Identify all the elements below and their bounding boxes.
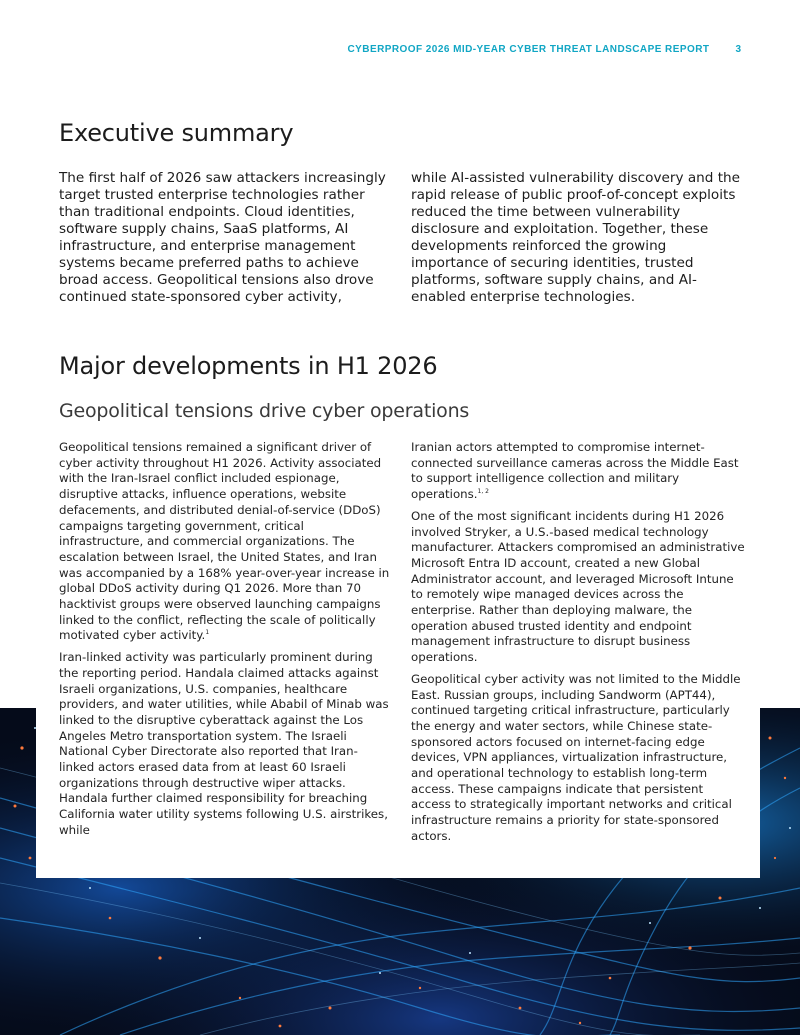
footnote-ref: 1, 2 bbox=[477, 488, 489, 496]
executive-summary-right-column bbox=[411, 170, 743, 306]
major-developments-heading: Major developments in H1 2026 bbox=[59, 352, 438, 380]
body-paragraph: Geopolitical cyber activity was not limited to the Middle East. Russian groups, including Sandworm (APT44), continued targeting critical infrastructure, particularly the energy and water sectors, while Chinese state-sponsored actors focused on internet-facing edge devices, VPN appliances, virtualization infrastructure, and operational technology to establish long-term access. These campaigns indicate that persistent access to strategically important networks and critical infrastructure remains a priority for state-sponsored actors. bbox=[411, 671, 741, 843]
body-paragraph: Iran-linked activity was particularly prominent during the reporting period. Handala claimed attacks against Israeli organizations, U.S. companies, healthcare providers, and water utilities, while Ababil of Minab was linked to the disruptive cyberattack against the Los Angeles Metro transportation system. The Israeli National Cyber Directorate also reported that Iran-linked actors erased data from at least 60 Israeli organizations through destructive wiper attacks. Handala further claimed responsibility for breaching California water utility systems following U.S. airstrikes, while bbox=[59, 650, 389, 837]
report-title: CYBERPROOF 2026 MID-YEAR CYBER THREAT LANDSCAPE REPORT bbox=[347, 44, 710, 55]
body-right-column bbox=[411, 440, 745, 851]
executive-summary-heading: Executive summary bbox=[59, 119, 294, 147]
body-left-column bbox=[59, 440, 391, 845]
body-paragraph: Iranian actors attempted to compromise internet-connected surveillance cameras across the Middle East to support intelligence collection and military operations.$^{1, 2}$ bbox=[411, 440, 739, 502]
footnote-ref: 1 bbox=[205, 629, 210, 637]
body-paragraph: One of the most significant incidents during H1 2026 involved Stryker, a U.S.-based medical technology manufacturer. Attackers compromised an administrative Microsoft Entra ID account, created a new Global Administrator account, and leveraged Microsoft Intune to remotely wipe managed devices across the enterprise. Rather than deploying malware, the operation abused trusted identity and endpoint management infrastructure to disrupt business operations. bbox=[411, 508, 745, 665]
page-number: 3 bbox=[735, 44, 741, 55]
executive-summary-paragraph-left: The first half of 2026 saw attackers increasingly target trusted enterprise technologies rather than traditional endpoints. Cloud identities, software supply chains, SaaS platforms, AI infrastructure, and enterprise management systems became preferred paths to achieve broad access. Geopolitical tensions also drove continued state-sponsored cyber activity, bbox=[59, 170, 386, 305]
executive-summary-left-column bbox=[59, 170, 391, 306]
body-paragraph: Geopolitical tensions remained a significant driver of cyber activity throughout H1 2026. Activity associated with the Iran-Israel conflict included espionage, disruptive attacks, influence operations, website defacements, and distributed denial-of-service (DDoS) campaigns targeting government, critical infrastructure, and commercial organizations. The escalation between Israel, the United States, and Iran was accompanied by a 168% year-over-year increase in global DDoS activity during Q1 2026. More than 70 hacktivist groups were observed launching campaigns linked to the conflict, reflecting the scale of politically motivated cyber activity.$^1$ bbox=[59, 440, 390, 643]
page-header bbox=[348, 44, 742, 55]
geopolitical-subheading: Geopolitical tensions drive cyber operations bbox=[59, 400, 470, 422]
executive-summary-paragraph-right: while AI-assisted vulnerability discovery and the rapid release of public proof-of-concept exploits reduced the time between vulnerability disclosure and exploitation. Together, these developments reinforced the growing importance of securing identities, trusted platforms, software supply chains, and AI-enabled enterprise technologies. bbox=[411, 170, 741, 305]
